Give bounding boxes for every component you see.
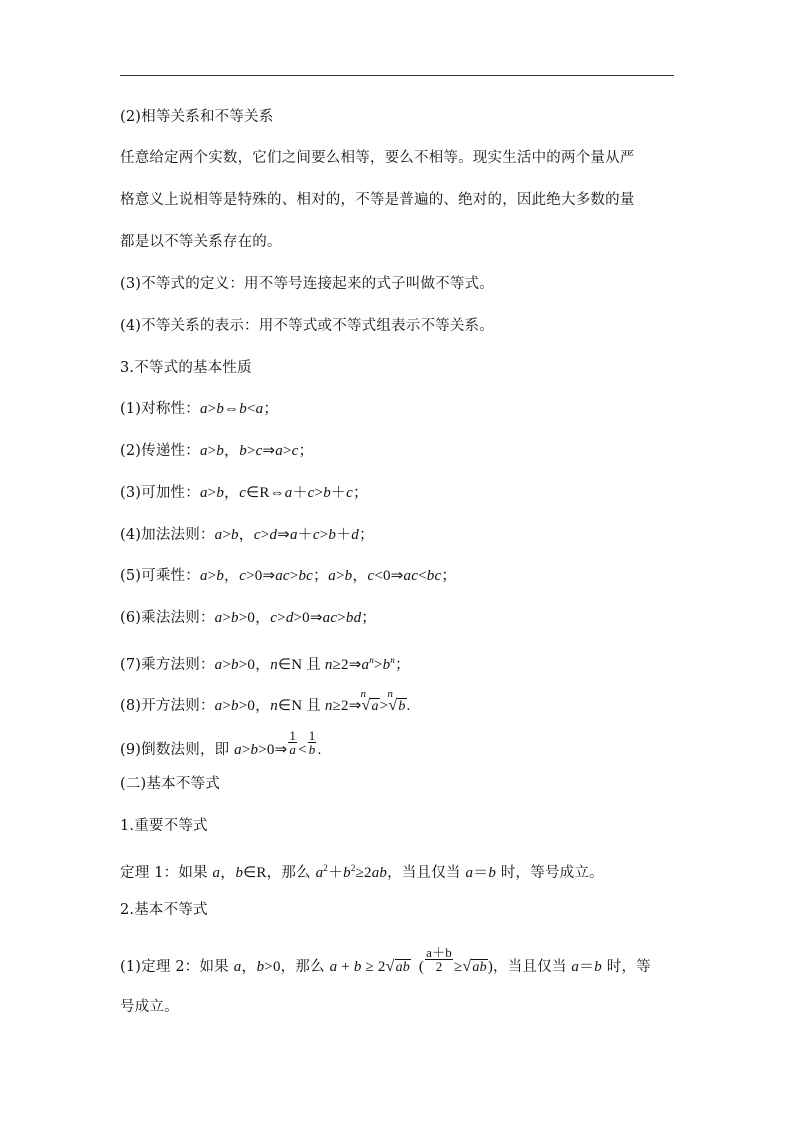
property-additivity	[120, 481, 680, 505]
property-label: (9)倒数法则，即	[120, 742, 235, 758]
property-multiplication-rule	[120, 606, 680, 630]
paragraph-line-1: 任意给定两个实数，它们之间要么相等，要么不相等。现实生活中的两个量从严	[120, 150, 635, 166]
section-basic-properties: 3.不等式的基本性质	[120, 360, 252, 376]
paragraph-line-2: 格意义上说相等是特殊的、相对的，不等是普遍的、绝对的，因此绝大多数的量	[120, 192, 635, 208]
formula: a＝b	[571, 959, 602, 975]
formula: a>b，c>0⇒ac>bc；a>b，c<0⇒ac<bc；	[199, 568, 457, 584]
property-root-rule	[120, 688, 680, 718]
property-label: (4)加法法则：	[120, 527, 215, 543]
nth-root-b: n √b	[387, 688, 406, 714]
formula: a>b，b>c⇒a>c；	[199, 443, 314, 459]
formula: a>b，c∈R⇔a＋c>b＋c；	[199, 485, 369, 501]
theorem-text: ，那么	[266, 865, 316, 881]
property-symmetry	[120, 397, 680, 421]
theorem-2	[120, 945, 680, 975]
property-label: (5)可乘性：	[120, 568, 200, 584]
fraction-one-over-b: $\frac{1}{b}$	[308, 728, 316, 757]
formula: a＝b	[465, 865, 497, 881]
property-label: (3)可加性：	[120, 485, 200, 501]
conjunction: 且	[306, 657, 321, 673]
formula: a>b，c>d⇒a＋c>b＋d；	[214, 527, 375, 543]
property-label: (1)对称性：	[120, 401, 200, 417]
header-rule	[120, 75, 674, 76]
theorem-text: ，当且仅当	[387, 865, 466, 881]
formula: a，b>0	[233, 959, 281, 975]
property-label: (7)乘方法则：	[120, 657, 215, 673]
formula: a>b>0⇒ $\frac{1}{a}$ < $\frac{1}{b}$ .	[234, 728, 322, 758]
sqrt-ab: √ab	[385, 958, 410, 975]
formula: a>b>0，n∈N	[214, 698, 307, 714]
subsection-important-inequality: 1.重要不等式	[120, 818, 208, 834]
theorem-text: 时，等号成立。	[496, 865, 604, 881]
property-label: (2)传递性：	[120, 443, 200, 459]
theorem-2-continuation: 号成立。	[120, 999, 179, 1015]
formula: a>b>0，c>d>0⇒ac>bd；	[214, 610, 377, 626]
conjunction: 且	[306, 698, 321, 714]
section-basic-inequality: (二)基本不等式	[120, 776, 220, 792]
fraction-one-over-a: $\frac{1}{a}$	[289, 728, 297, 757]
theorem-text: ，那么	[280, 959, 330, 975]
property-addition-rule	[120, 523, 680, 547]
subheading-equal-unequal: (2)相等关系和不等关系	[120, 109, 274, 125]
property-transitivity	[120, 439, 680, 463]
formula: a>b⇔b<a；	[199, 401, 279, 417]
property-power-rule	[120, 648, 680, 672]
property-reciprocal-rule	[120, 728, 680, 758]
theorem-text: ，当且仅当	[493, 959, 572, 975]
theorem-1	[120, 856, 680, 880]
formula-tail: $n\ge 2\Rightarrow a^n>b^n$；	[324, 655, 411, 673]
paragraph-line-3: 都是以不等关系存在的。	[120, 234, 282, 250]
formula: a>b>0，n∈N	[214, 657, 307, 673]
property-multiplicativity	[120, 564, 680, 588]
formula: $a^2+b^2\ge 2ab$	[315, 863, 388, 881]
theorem-text: (1)定理 2：如果	[120, 959, 234, 975]
theorem-text: 时，等	[601, 959, 651, 975]
inequality-representation: (4)不等关系的表示：用不等式或不等式组表示不等关系。	[120, 318, 494, 334]
fraction-a-plus-b-over-2: $\frac{a+b}{2}$	[426, 945, 452, 974]
inequality-definition: (3)不等式的定义：用不等号连接起来的式子叫做不等式。	[120, 276, 494, 292]
formula: a + b ≥ 2√ab ( $\frac{a+b}{2}$ ≥√ab)	[330, 959, 493, 975]
nth-root-a: n √a	[360, 688, 379, 714]
property-label: (8)开方法则：	[120, 698, 215, 714]
formula: a，b∈R	[212, 865, 267, 881]
formula-tail: n≥2⇒ n √a> n √b.	[321, 698, 411, 714]
property-label: (6)乘法法则：	[120, 610, 215, 626]
theorem-text: 定理 1：如果	[120, 865, 213, 881]
sqrt-ab-mean: √ab	[462, 958, 487, 975]
subsection-basic-inequality: 2.基本不等式	[120, 902, 208, 918]
